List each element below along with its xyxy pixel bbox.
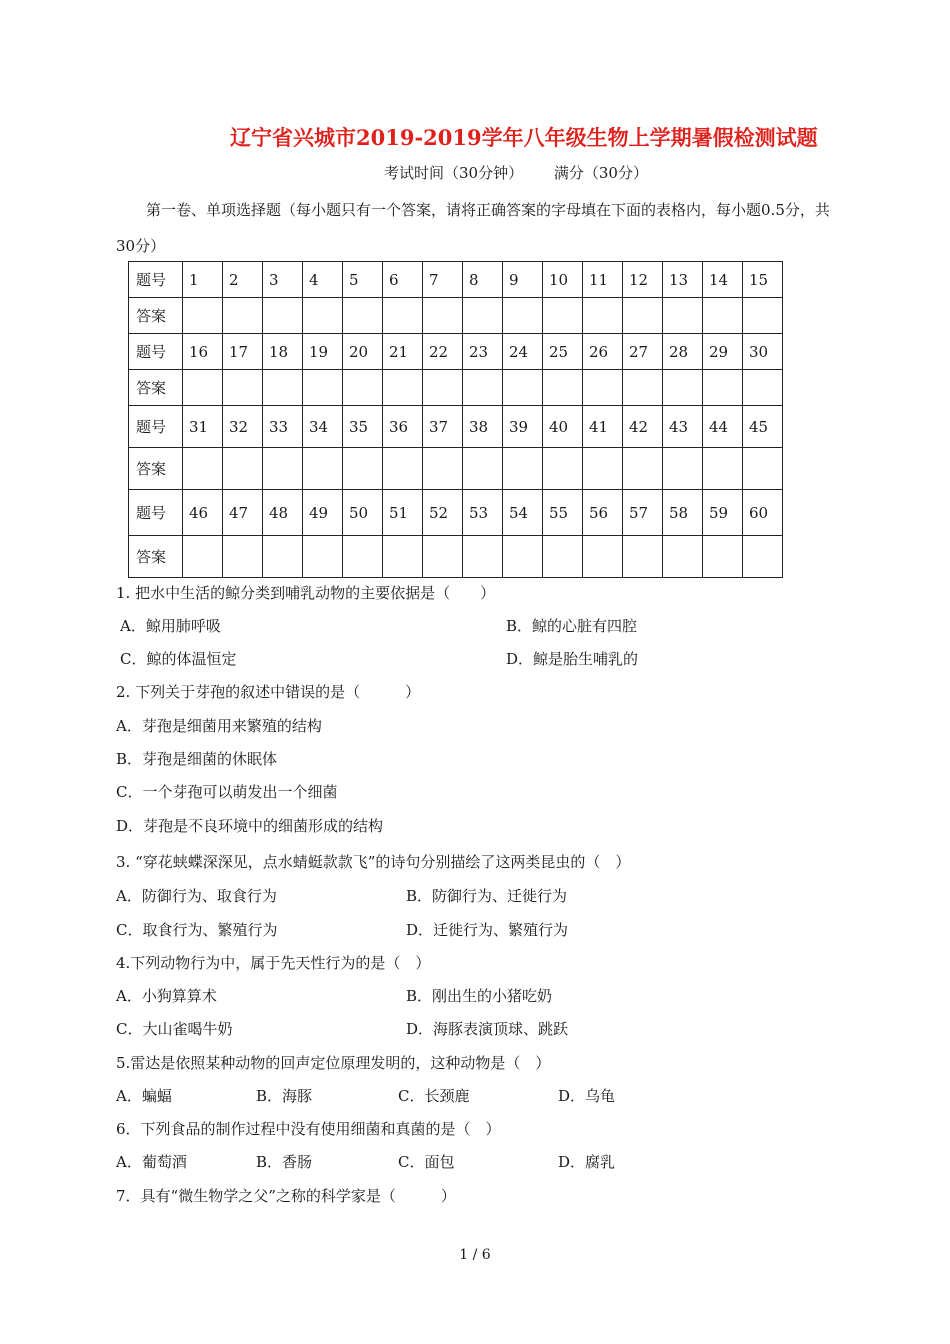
answer-cell[interactable] xyxy=(583,536,623,578)
question-number-cell: 38 xyxy=(463,406,503,448)
question-5-option-b[interactable]: B．海豚 xyxy=(256,1087,313,1105)
question-number-cell: 19 xyxy=(303,334,343,370)
answer-cell[interactable] xyxy=(223,370,263,406)
question-number-cell: 53 xyxy=(463,490,503,536)
answer-cell[interactable] xyxy=(223,298,263,334)
question-5-stem: 5.雷达是依照某种动物的回声定位原理发明的，这种动物是（ ） xyxy=(116,1054,551,1072)
question-number-cell: 41 xyxy=(583,406,623,448)
question-number-row xyxy=(129,262,783,298)
question-number-cell: 8 xyxy=(463,262,503,298)
question-number-cell: 25 xyxy=(543,334,583,370)
question-number-cell: 56 xyxy=(583,490,623,536)
question-number-cell: 29 xyxy=(703,334,743,370)
answer-cell[interactable] xyxy=(703,448,743,490)
question-number-cell: 43 xyxy=(663,406,703,448)
question-4-option-b[interactable]: B．刚出生的小猪吃奶 xyxy=(406,987,553,1005)
answer-cell[interactable] xyxy=(343,536,383,578)
question-1-option-c[interactable]: C．鲸的体温恒定 xyxy=(120,650,237,668)
question-number-cell: 11 xyxy=(583,262,623,298)
answer-cell[interactable] xyxy=(463,298,503,334)
answer-label: 答案 xyxy=(129,370,183,406)
answer-cell[interactable] xyxy=(463,448,503,490)
question-number-cell: 28 xyxy=(663,334,703,370)
question-number-label: 题号 xyxy=(129,490,183,536)
section-intro: 第一卷、单项选择题（每小题只有一个答案，请将正确答案的字母填在下面的表格内，每小题0.5分，共30分） xyxy=(116,201,830,255)
answer-cell[interactable] xyxy=(743,536,783,578)
answer-cell[interactable] xyxy=(703,370,743,406)
answer-cell[interactable] xyxy=(663,448,703,490)
answer-cell[interactable] xyxy=(183,448,223,490)
question-1-option-a[interactable]: A．鲸用肺呼吸 xyxy=(120,617,221,635)
question-7-stem: 7．具有“微生物学之父”之称的科学家是（ ） xyxy=(116,1187,456,1205)
question-number-cell: 6 xyxy=(383,262,423,298)
answer-cell[interactable] xyxy=(503,536,543,578)
answer-cell[interactable] xyxy=(703,536,743,578)
question-number-cell: 2 xyxy=(223,262,263,298)
answer-cell[interactable] xyxy=(743,448,783,490)
answer-cell[interactable] xyxy=(543,298,583,334)
answer-cell[interactable] xyxy=(343,298,383,334)
question-6-option-c[interactable]: C．面包 xyxy=(398,1153,455,1171)
answer-table xyxy=(128,261,783,578)
question-4-option-c[interactable]: C．大山雀喝牛奶 xyxy=(116,1020,233,1038)
question-number-cell: 3 xyxy=(263,262,303,298)
question-number-cell: 46 xyxy=(183,490,223,536)
question-number-cell: 4 xyxy=(303,262,343,298)
question-6-stem: 6．下列食品的制作过程中没有使用细菌和真菌的是（ ） xyxy=(116,1120,501,1138)
question-number-cell: 33 xyxy=(263,406,303,448)
question-number-row xyxy=(129,490,783,536)
question-number-cell: 45 xyxy=(743,406,783,448)
answer-cell[interactable] xyxy=(383,298,423,334)
answer-row xyxy=(129,536,783,578)
question-number-cell: 32 xyxy=(223,406,263,448)
question-number-cell: 52 xyxy=(423,490,463,536)
answer-cell[interactable] xyxy=(503,298,543,334)
question-number-cell: 35 xyxy=(343,406,383,448)
question-number-cell: 23 xyxy=(463,334,503,370)
question-4-option-d[interactable]: D．海豚表演顶球、跳跃 xyxy=(406,1020,569,1038)
question-number-cell: 9 xyxy=(503,262,543,298)
answer-cell[interactable] xyxy=(543,448,583,490)
question-number-cell: 37 xyxy=(423,406,463,448)
question-number-cell: 10 xyxy=(543,262,583,298)
answer-cell[interactable] xyxy=(343,448,383,490)
answer-cell[interactable] xyxy=(583,448,623,490)
question-5-option-d[interactable]: D．乌龟 xyxy=(558,1087,616,1105)
question-number-cell: 13 xyxy=(663,262,703,298)
question-2-option-c[interactable]: C．一个芽孢可以萌发出一个细菌 xyxy=(116,783,338,801)
answer-cell[interactable] xyxy=(423,448,463,490)
answer-cell[interactable] xyxy=(223,536,263,578)
answer-cell[interactable] xyxy=(183,536,223,578)
answer-cell[interactable] xyxy=(303,298,343,334)
question-number-cell: 16 xyxy=(183,334,223,370)
question-number-cell: 44 xyxy=(703,406,743,448)
exam-time: 考试时间（30分钟） xyxy=(384,164,524,182)
answer-label: 答案 xyxy=(129,448,183,490)
answer-cell[interactable] xyxy=(463,536,503,578)
question-6-option-b[interactable]: B．香肠 xyxy=(256,1153,313,1171)
answer-cell[interactable] xyxy=(423,370,463,406)
question-number-label: 题号 xyxy=(129,262,183,298)
question-2-option-d[interactable]: D．芽孢是不良环境中的细菌形成的结构 xyxy=(116,817,384,835)
answer-cell[interactable] xyxy=(463,370,503,406)
question-number-cell: 5 xyxy=(343,262,383,298)
answer-label: 答案 xyxy=(129,298,183,334)
answer-cell[interactable] xyxy=(383,370,423,406)
answer-cell[interactable] xyxy=(743,298,783,334)
question-number-cell: 49 xyxy=(303,490,343,536)
question-3-option-c[interactable]: C．取食行为、繁殖行为 xyxy=(116,921,278,939)
question-number-label: 题号 xyxy=(129,334,183,370)
exam-score: 满分（30分） xyxy=(553,164,648,182)
question-number-cell: 26 xyxy=(583,334,623,370)
question-number-cell: 14 xyxy=(703,262,743,298)
answer-cell[interactable] xyxy=(183,370,223,406)
answer-cell[interactable] xyxy=(663,298,703,334)
answer-cell[interactable] xyxy=(623,536,663,578)
question-3-option-d[interactable]: D．迁徙行为、繁殖行为 xyxy=(406,921,569,939)
answer-cell[interactable] xyxy=(623,370,663,406)
question-number-cell: 57 xyxy=(623,490,663,536)
answer-cell[interactable] xyxy=(663,536,703,578)
answer-cell[interactable] xyxy=(543,370,583,406)
question-number-cell: 22 xyxy=(423,334,463,370)
question-6-option-d[interactable]: D．腐乳 xyxy=(558,1153,616,1171)
question-2-option-a[interactable]: A．芽孢是细菌用来繁殖的结构 xyxy=(116,717,322,735)
question-number-cell: 42 xyxy=(623,406,663,448)
question-number-cell: 47 xyxy=(223,490,263,536)
question-number-cell: 60 xyxy=(743,490,783,536)
question-number-label: 题号 xyxy=(129,406,183,448)
question-5-option-c[interactable]: C．长颈鹿 xyxy=(398,1087,470,1105)
exam-info xyxy=(384,162,648,183)
page-title: 辽宁省兴城市2019-2019学年八年级生物上学期暑假检测试题 xyxy=(230,125,818,150)
question-number-cell: 55 xyxy=(543,490,583,536)
question-number-cell: 59 xyxy=(703,490,743,536)
question-2-option-b[interactable]: B．芽孢是细菌的休眠体 xyxy=(116,750,278,768)
answer-cell[interactable] xyxy=(583,298,623,334)
question-2-stem: 2. 下列关于芽孢的叙述中错误的是（ ） xyxy=(116,683,421,701)
question-number-row xyxy=(129,406,783,448)
question-number-cell: 21 xyxy=(383,334,423,370)
answer-cell[interactable] xyxy=(383,448,423,490)
answer-cell[interactable] xyxy=(303,536,343,578)
answer-cell[interactable] xyxy=(423,298,463,334)
answer-cell[interactable] xyxy=(743,370,783,406)
question-3-option-b[interactable]: B．防御行为、迁徙行为 xyxy=(406,887,568,905)
question-number-cell: 15 xyxy=(743,262,783,298)
question-number-cell: 31 xyxy=(183,406,223,448)
question-number-cell: 27 xyxy=(623,334,663,370)
answer-cell[interactable] xyxy=(423,536,463,578)
answer-cell[interactable] xyxy=(623,298,663,334)
answer-cell[interactable] xyxy=(663,370,703,406)
question-number-cell: 40 xyxy=(543,406,583,448)
question-number-cell: 24 xyxy=(503,334,543,370)
answer-cell[interactable] xyxy=(223,448,263,490)
answer-cell[interactable] xyxy=(183,298,223,334)
answer-cell[interactable] xyxy=(703,298,743,334)
answer-label: 答案 xyxy=(129,536,183,578)
question-1-option-d[interactable]: D．鲸是胎生哺乳的 xyxy=(506,650,639,668)
answer-cell[interactable] xyxy=(263,370,303,406)
answer-cell[interactable] xyxy=(343,370,383,406)
answer-row xyxy=(129,448,783,490)
answer-cell[interactable] xyxy=(543,536,583,578)
answer-cell[interactable] xyxy=(303,448,343,490)
question-1-option-b[interactable]: B．鲸的心脏有四腔 xyxy=(506,617,638,635)
answer-cell[interactable] xyxy=(583,370,623,406)
question-number-row xyxy=(129,334,783,370)
answer-cell[interactable] xyxy=(503,370,543,406)
question-6-option-a[interactable]: A．葡萄酒 xyxy=(116,1153,187,1171)
question-number-cell: 7 xyxy=(423,262,463,298)
question-number-cell: 18 xyxy=(263,334,303,370)
question-number-cell: 48 xyxy=(263,490,303,536)
answer-cell[interactable] xyxy=(383,536,423,578)
question-1-stem: 1. 把水中生活的鲸分类到哺乳动物的主要依据是（ ） xyxy=(116,584,496,602)
answer-cell[interactable] xyxy=(263,448,303,490)
question-number-cell: 39 xyxy=(503,406,543,448)
page-number: 1 / 6 xyxy=(459,1247,491,1263)
question-5-option-a[interactable]: A．蝙蝠 xyxy=(116,1087,172,1105)
answer-cell[interactable] xyxy=(503,448,543,490)
question-number-cell: 58 xyxy=(663,490,703,536)
question-number-cell: 30 xyxy=(743,334,783,370)
answer-row xyxy=(129,298,783,334)
question-4-stem: 4.下列动物行为中，属于先天性行为的是（ ） xyxy=(116,954,431,972)
answer-cell[interactable] xyxy=(263,298,303,334)
question-number-cell: 1 xyxy=(183,262,223,298)
question-number-cell: 20 xyxy=(343,334,383,370)
question-number-cell: 12 xyxy=(623,262,663,298)
question-number-cell: 50 xyxy=(343,490,383,536)
answer-row xyxy=(129,370,783,406)
question-4-option-a[interactable]: A．小狗算算术 xyxy=(116,987,217,1005)
answer-cell[interactable] xyxy=(623,448,663,490)
question-3-option-a[interactable]: A．防御行为、取食行为 xyxy=(116,887,277,905)
answer-cell[interactable] xyxy=(303,370,343,406)
question-number-cell: 51 xyxy=(383,490,423,536)
question-number-cell: 17 xyxy=(223,334,263,370)
question-number-cell: 34 xyxy=(303,406,343,448)
question-3-stem: 3. “穿花蛱蝶深深见，点水蜻蜓款款飞”的诗句分别描绘了这两类昆虫的（ ） xyxy=(116,853,631,871)
question-number-cell: 54 xyxy=(503,490,543,536)
question-number-cell: 36 xyxy=(383,406,423,448)
answer-cell[interactable] xyxy=(263,536,303,578)
